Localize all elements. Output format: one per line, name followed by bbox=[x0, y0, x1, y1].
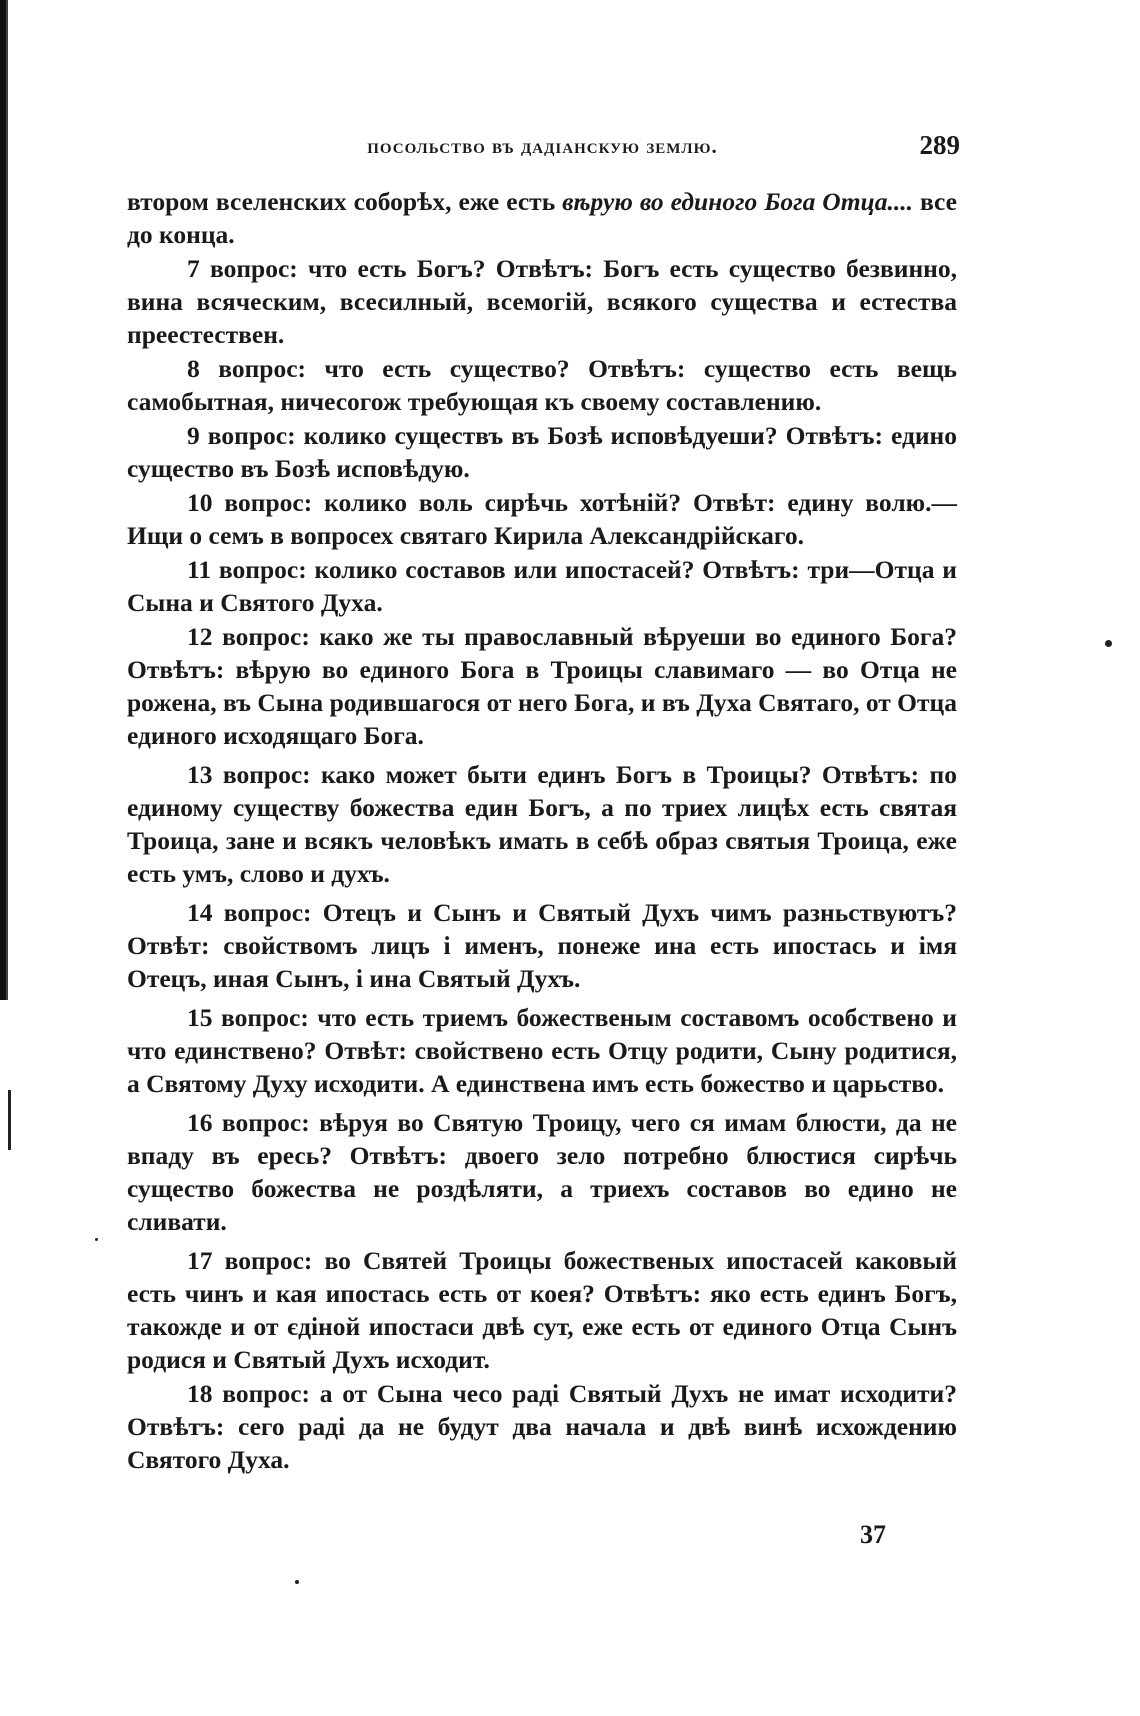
question-paragraph-9: 9 вопрос: колико существъ въ Бозѣ исповѣдуеши? Отвѣтъ: едино существо въ Бозѣ исповѣдую. bbox=[127, 421, 957, 483]
running-title: посольство въ дадіанскую землю. bbox=[367, 134, 718, 158]
intro-paragraph bbox=[127, 185, 957, 251]
question-paragraph-14: 14 вопрос: Отецъ и Сынъ и Святый Духъ чимъ разньствуютъ? Отвѣт: свойствомъ лицъ і именъ, понеже ина есть ипостась и імя Отецъ, иная Сынъ, і ина Святый Духъ. bbox=[127, 898, 957, 993]
ink-speck bbox=[95, 1238, 98, 1241]
intro-text: втором вселенских соборѣх, еже есть bbox=[127, 187, 563, 216]
question-paragraph-13: 13 вопрос: како может быти единъ Богъ в Троицы? Отвѣтъ: по единому существу божества един Богъ, а по триех лицѣх есть святая Троица, зане и всякъ человѣкъ имать в себѣ образ святыя Троица, еже есть умъ, слово и духъ. bbox=[127, 760, 957, 888]
question-paragraph-18: 18 вопрос: а от Сына чесо раді Святый Духъ не имат исходити? Отвѣтъ: сего раді да не будут два начала и двѣ винѣ исхождению Святого Духа. bbox=[127, 1379, 957, 1474]
question-paragraph-12: 12 вопрос: како же ты православный вѣруеши во единого Бога? Отвѣтъ: вѣрую во единого Бога в Троицы славимаго — во Отца не рожена, въ Сына родившагося от него Бога, и въ Духа Святаго, от Отца единого исходящаго Бога. bbox=[127, 622, 957, 750]
ink-speck bbox=[295, 1580, 299, 1584]
question-paragraph-7: 7 вопрос: что есть Богъ? Отвѣтъ: Богъ есть существо безвинно, вина всяческим, всесилный, всемогій, всякого существа и естества преестествен. bbox=[127, 254, 957, 349]
question-paragraph-8: 8 вопрос: что есть существо? Отвѣтъ: существо есть вещь самобытная, ничесогож требующая къ своему составлению. bbox=[127, 354, 957, 416]
question-paragraph-10: 10 вопрос: колико воль сирѣчь хотѣній? Отвѣт: едину волю.— Ищи о семъ в вопросех святаго Кирила Александрійскаго. bbox=[127, 488, 957, 550]
question-paragraph-15: 15 вопрос: что есть триемъ божественым составомъ особствено и что единствено? Отвѣт: свойствено есть Отцу родити, Сыну родитися, а Святому Духу исходити. А единствена имъ есть божество и царьство. bbox=[127, 1003, 957, 1098]
page-header bbox=[125, 130, 960, 170]
question-paragraph-16: 16 вопрос: вѣруя во Святую Троицу, чего ся имам блюсти, да не впаду въ ересь? Отвѣтъ: двоего зело потребно блюстися сирѣчь существо божества не роздѣляти, а триехъ составов во едино не сливати. bbox=[127, 1108, 957, 1236]
page-binding-edge bbox=[0, 0, 14, 1000]
edge-mark bbox=[8, 1090, 11, 1150]
ink-speck bbox=[1105, 640, 1112, 647]
intro-tail: все до конца. bbox=[127, 187, 958, 249]
question-paragraph-11: 11 вопрос: колико составов или ипостасей? Отвѣтъ: три—Отца и Сына и Святого Духа. bbox=[127, 555, 957, 617]
body-text bbox=[127, 185, 957, 1477]
intro-quote: вѣрую во единого Бога Отца.... bbox=[562, 187, 913, 216]
question-paragraph-17: 17 вопрос: во Святей Троицы божественых ипостасей каковый есть чинъ и кая ипостась есть от коея? Отвѣтъ: яко есть единъ Богъ, такожде и от єдіной ипостаси двѣ сут, еже есть от единого Отца Сынъ родися и Святый Духъ исходит. bbox=[127, 1246, 957, 1374]
signature-mark: 37 bbox=[860, 1520, 886, 1549]
page-number: 289 bbox=[919, 130, 960, 160]
